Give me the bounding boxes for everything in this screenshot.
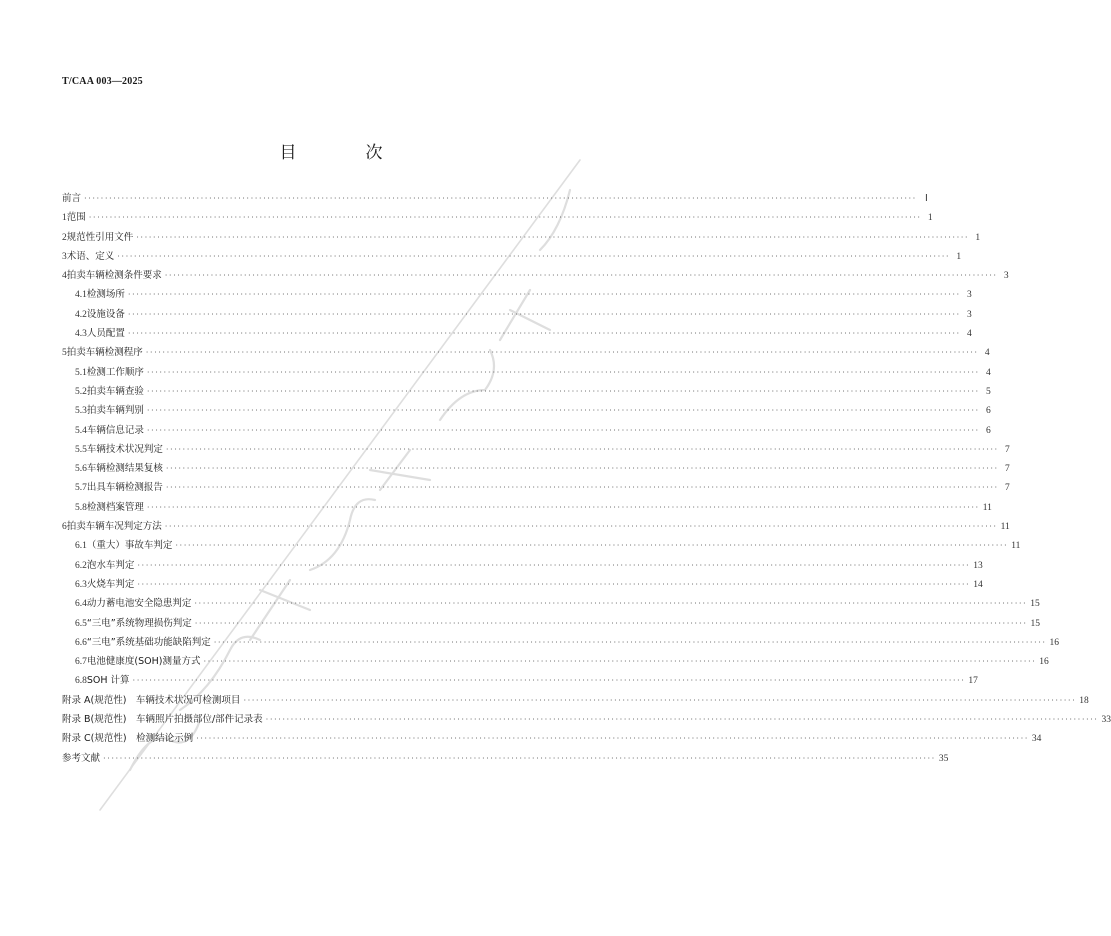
toc-entry-page: Ⅰ xyxy=(925,194,928,204)
toc-leader-dots: ········································································································································································································ xyxy=(203,657,1037,667)
toc-leader-dots: ········································································································································································································ xyxy=(146,425,980,435)
toc-leader-dots: ········································································································································································································ xyxy=(84,194,917,203)
toc-leader-dots: ········································································································································································································ xyxy=(137,579,971,589)
toc-entry-label: 车辆技术状况判定 xyxy=(86,443,163,455)
toc-leader-dots: ········································································································································································································ xyxy=(132,676,966,686)
toc-entry-label: 检测工作顺序 xyxy=(86,366,144,378)
toc-entry[interactable] xyxy=(62,595,1040,614)
toc-entry-label: 附录 B(规范性) 车辆照片拍摄部位/部件记录表 xyxy=(62,714,263,726)
toc-entry-number: 3 xyxy=(62,251,67,262)
toc-leader-dots: ········································································································································································································ xyxy=(136,232,970,242)
toc-entry[interactable] xyxy=(62,267,1009,286)
toc-entry-label: 拍卖车辆检测条件要求 xyxy=(66,270,162,282)
toc-entry[interactable] xyxy=(62,422,991,441)
toc-leader-dots: ········································································································································································································ xyxy=(146,502,980,512)
toc-entry-page: 13 xyxy=(973,560,983,571)
toc-entry[interactable] xyxy=(62,441,1010,460)
toc-entry-label: 附录 A(规范性) 车辆技术状况可检测项目 xyxy=(62,694,241,706)
toc-entry-page: 11 xyxy=(1000,522,1010,533)
toc-entry-page: 11 xyxy=(1011,541,1021,552)
toc-leader-dots: ········································································································································································································ xyxy=(175,541,1009,551)
toc-entry[interactable] xyxy=(62,479,1010,498)
toc-entry-page: 7 xyxy=(1004,444,1010,455)
toc-leader-dots: ········································································································································································································ xyxy=(243,695,1077,705)
toc-entry[interactable] xyxy=(62,730,1042,749)
toc-entry-page: 1 xyxy=(927,213,933,224)
toc-entry-number: 5.2 xyxy=(75,386,87,397)
page-title: 目 次 xyxy=(279,143,409,163)
toc-entry[interactable] xyxy=(62,286,972,305)
toc-leader-dots: ········································································································································································································ xyxy=(88,213,922,223)
toc-entry-number: 6.3 xyxy=(75,579,87,590)
toc-entry[interactable] xyxy=(62,209,933,228)
toc-entry[interactable] xyxy=(62,750,949,769)
toc-entry[interactable] xyxy=(62,229,981,248)
toc-entry-number: 1 xyxy=(62,213,67,224)
toc-entry-label: 术语、定义 xyxy=(66,250,115,262)
toc-entry-number: 6.2 xyxy=(75,560,87,571)
toc-leader-dots: ········································································································································································································ xyxy=(145,348,979,358)
toc-leader-dots: ········································································································································································································ xyxy=(165,444,999,454)
toc-leader-dots: ········································································································································································································ xyxy=(164,271,998,281)
toc-entry-label: 设施设备 xyxy=(86,308,125,320)
toc-leader-dots: ········································································································································································································ xyxy=(196,734,1029,744)
toc-entry[interactable] xyxy=(62,557,983,576)
toc-entry[interactable] xyxy=(62,537,1021,556)
toc-entry-number: 4.1 xyxy=(75,290,87,301)
toc-entry-page: 1 xyxy=(956,251,962,262)
toc-leader-dots: ········································································································································································································ xyxy=(265,715,1099,725)
toc-leader-dots: ········································································································································································································ xyxy=(103,753,936,763)
toc-entry-label: 附录 C(规范性) 检测结论示例 xyxy=(62,733,194,745)
toc-entry-number: 5.7 xyxy=(75,483,87,494)
toc-entry-page: 3 xyxy=(966,290,972,301)
toc-entry-label: 动力蓄电池安全隐患判定 xyxy=(86,598,192,610)
toc-entry[interactable] xyxy=(62,460,1010,479)
toc-entry-page: 1 xyxy=(975,232,981,243)
toc-entry-number: 6.1 xyxy=(75,541,87,552)
toc-entry[interactable] xyxy=(62,653,1049,672)
toc-entry-label: 人员配置 xyxy=(86,328,125,340)
toc-entry-label: 车辆信息记录 xyxy=(86,424,144,436)
toc-entry-label: “三电”系统基础功能缺陷判定 xyxy=(86,636,211,648)
toc-entry[interactable] xyxy=(62,692,1089,711)
toc-entry-page: 5 xyxy=(985,386,991,397)
toc-entry-page: 14 xyxy=(973,579,983,590)
toc-entry-label: SOH 计算 xyxy=(86,675,130,687)
toc-leader-dots: ········································································································································································································ xyxy=(165,483,999,493)
toc-entry-number: 6.5 xyxy=(75,618,87,629)
toc-entry-label: 电池健康度(SOH)测量方式 xyxy=(86,656,201,668)
toc-entry[interactable] xyxy=(62,634,1060,653)
toc-entry-number: 6 xyxy=(62,522,67,533)
toc-leader-dots: ········································································································································································································ xyxy=(146,367,980,377)
toc-entry-number: 2 xyxy=(62,232,67,243)
toc-entry-label: 检测档案管理 xyxy=(86,501,144,513)
toc-entry-label: “三电”系统物理损伤判定 xyxy=(86,617,192,629)
toc-entry-page: 3 xyxy=(966,309,972,320)
toc-entry-label: （重大）事故车判定 xyxy=(86,540,173,552)
toc-entry-label: 拍卖车辆车况判定方法 xyxy=(66,521,162,533)
toc-entry-page: 6 xyxy=(985,406,991,417)
toc-entry-page: 16 xyxy=(1049,637,1060,648)
toc-leader-dots: ········································································································································································································ xyxy=(146,386,980,396)
toc-entry[interactable] xyxy=(62,711,1111,730)
toc-leader-dots: ········································································································································································································ xyxy=(117,251,951,261)
toc-entry[interactable] xyxy=(62,190,928,209)
toc-entry-page: 17 xyxy=(968,676,978,687)
toc-entry-label: 拍卖车辆检测程序 xyxy=(66,347,143,359)
toc-entry-page: 6 xyxy=(985,425,991,436)
toc-entry-number: 6.6 xyxy=(75,637,87,648)
toc-leader-dots: ········································································································································································································ xyxy=(164,522,998,532)
toc-entry[interactable] xyxy=(62,518,1010,537)
toc-entry-number: 4.3 xyxy=(75,329,87,340)
toc-entry-page: 18 xyxy=(1079,695,1089,706)
toc-entry[interactable] xyxy=(62,615,1041,634)
toc-entry-label: 前言 xyxy=(62,193,82,204)
toc-entry-page: 4 xyxy=(966,329,972,340)
toc-entry[interactable] xyxy=(62,344,990,363)
toc-entry-page: 7 xyxy=(1004,483,1010,494)
toc-entry-number: 5 xyxy=(62,348,67,359)
toc-entry-page: 15 xyxy=(1030,618,1041,629)
toc-entry-label: 出具车辆检测报告 xyxy=(86,482,163,494)
toc-leader-dots: ········································································································································································································ xyxy=(146,406,980,416)
toc-entry[interactable] xyxy=(62,364,991,383)
table-of-contents xyxy=(62,190,1111,769)
toc-entry-number: 5.1 xyxy=(75,367,87,378)
toc-entry[interactable] xyxy=(62,499,992,518)
toc-entry-label: 检测场所 xyxy=(86,289,125,301)
toc-entry-page: 35 xyxy=(938,753,949,764)
toc-entry-page: 34 xyxy=(1031,734,1042,745)
toc-entry-number: 6.7 xyxy=(75,657,87,668)
toc-leader-dots: ········································································································································································································ xyxy=(127,329,961,339)
toc-entry-page: 4 xyxy=(985,367,991,378)
toc-leader-dots: ········································································································································································································ xyxy=(127,290,961,300)
toc-entry[interactable] xyxy=(62,672,978,691)
toc-entry-label: 车辆检测结果复核 xyxy=(86,463,163,475)
toc-leader-dots: ········································································································································································································ xyxy=(194,618,1028,628)
toc-entry-label: 规范性引用文件 xyxy=(66,231,134,243)
toc-leader-dots: ········································································································································································································ xyxy=(213,637,1047,647)
toc-leader-dots: ········································································································································································································ xyxy=(165,464,999,474)
toc-entry-number: 5.4 xyxy=(75,425,87,436)
toc-entry-page: 16 xyxy=(1039,657,1049,668)
toc-entry-number: 5.5 xyxy=(75,444,87,455)
toc-entry[interactable] xyxy=(62,576,983,595)
toc-entry-page: 33 xyxy=(1101,715,1111,726)
toc-entry[interactable] xyxy=(62,306,972,325)
toc-leader-dots: ········································································································································································································ xyxy=(194,599,1028,609)
toc-entry-number: 5.8 xyxy=(75,502,87,513)
toc-entry-number: 5.6 xyxy=(75,464,87,475)
toc-leader-dots: ········································································································································································································ xyxy=(127,309,961,319)
toc-entry-label: 泡水车判定 xyxy=(86,559,135,571)
toc-entry-label: 参考文献 xyxy=(62,752,101,764)
toc-entry[interactable] xyxy=(62,248,962,267)
toc-entry-page: 7 xyxy=(1004,464,1010,475)
toc-entry-label: 火烧车判定 xyxy=(86,578,135,590)
standard-code: T/CAA 003—2025 xyxy=(62,76,143,87)
toc-entry-page: 3 xyxy=(1003,271,1009,282)
toc-entry-number: 4.2 xyxy=(75,309,87,320)
toc-entry[interactable] xyxy=(62,402,991,421)
toc-entry-label: 拍卖车辆查验 xyxy=(86,385,144,397)
toc-entry-number: 5.3 xyxy=(75,406,87,417)
toc-entry[interactable] xyxy=(62,383,991,402)
toc-entry[interactable] xyxy=(62,325,972,344)
toc-entry-page: 11 xyxy=(982,502,992,513)
toc-leader-dots: ········································································································································································································ xyxy=(137,560,971,570)
toc-entry-page: 15 xyxy=(1030,599,1040,610)
toc-entry-number: 4 xyxy=(62,271,67,282)
toc-entry-page: 4 xyxy=(984,348,990,359)
toc-entry-number: 6.8 xyxy=(75,676,87,687)
toc-entry-label: 拍卖车辆判别 xyxy=(86,405,144,417)
toc-entry-label: 范围 xyxy=(66,212,86,224)
toc-entry-number: 6.4 xyxy=(75,599,87,610)
